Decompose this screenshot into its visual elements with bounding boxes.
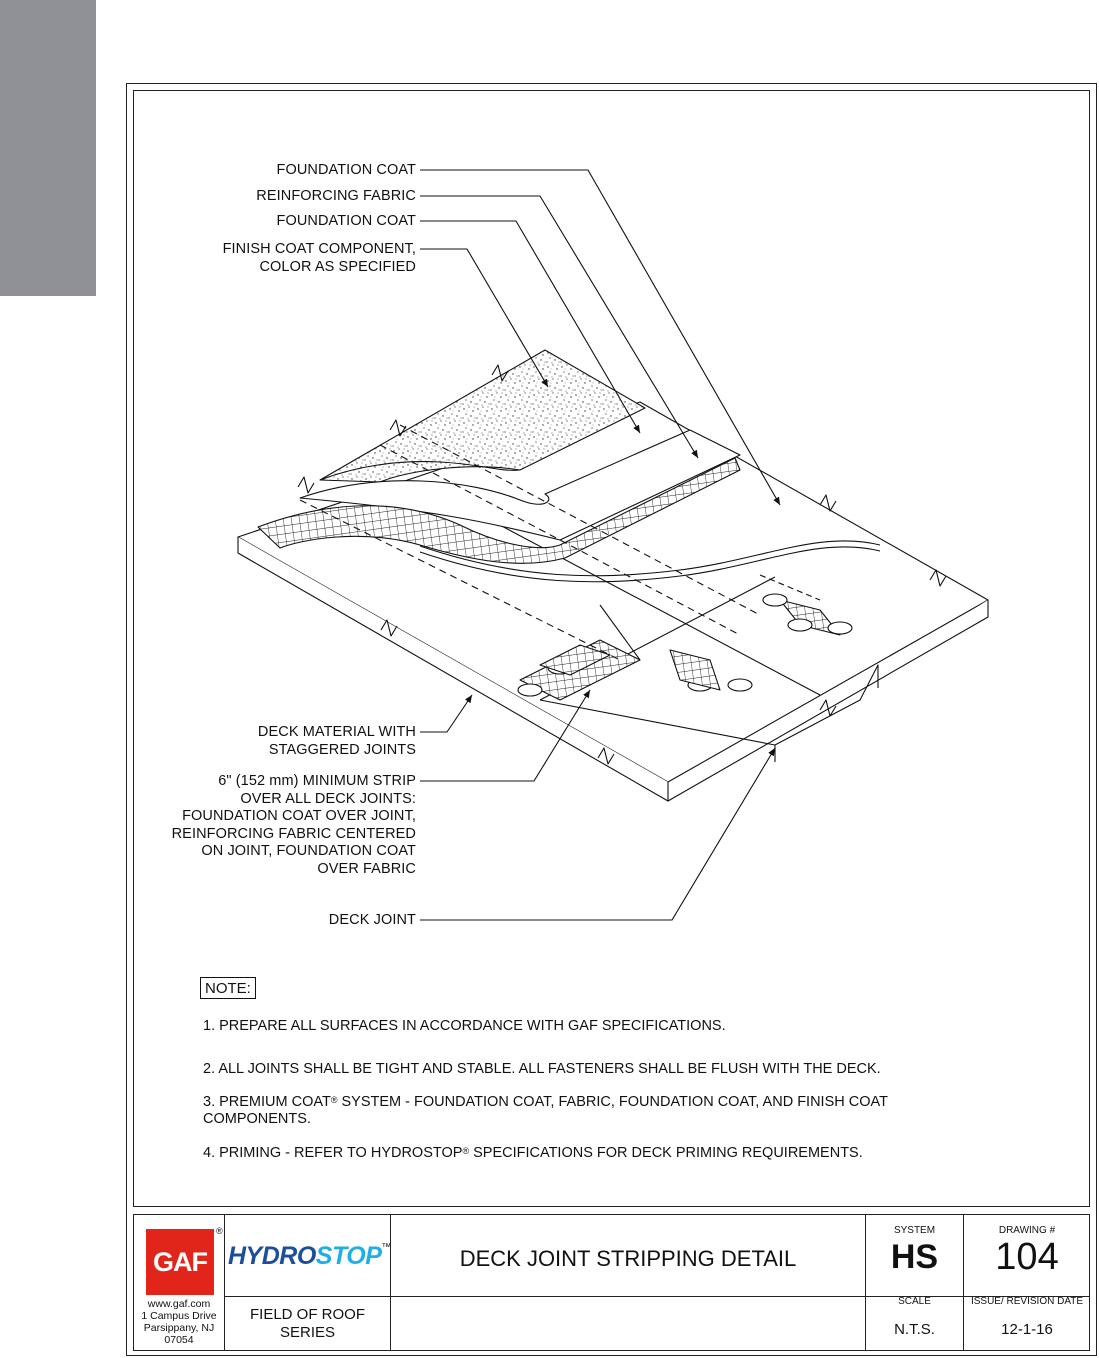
system-label: SYSTEM	[893, 1225, 936, 1236]
note-2: 2. ALL JOINTS SHALL BE TIGHT AND STABLE. ALL FASTENERS SHALL BE FLUSH WITH THE DECK.	[203, 1061, 881, 1077]
note-3: 3. PREMIUM COAT® SYSTEM - FOUNDATION COAT, FABRIC, FOUNDATION COAT, AND FINISH COAT COMPONENTS.	[203, 1094, 888, 1127]
scale-label: SCALE	[898, 1296, 931, 1307]
note-heading: NOTE:	[200, 977, 256, 999]
scale-value: N.T.S.	[894, 1321, 935, 1338]
callout-deck-material: DECK MATERIAL WITH STAGGERED JOINTS	[257, 724, 416, 758]
callout-foundation-coat-second: FOUNDATION COAT	[276, 213, 416, 229]
note-4: 4. PRIMING - REFER TO HYDROSTOP® SPECIFICATIONS FOR DECK PRIMING REQUIREMENTS.	[203, 1145, 863, 1161]
note-1: 1. PREPARE ALL SURFACES IN ACCORDANCE WITH GAF SPECIFICATIONS.	[203, 1018, 726, 1034]
system-value: HS	[890, 1238, 939, 1276]
drawing-title: DECK JOINT STRIPPING DETAIL	[459, 1246, 797, 1271]
gaf-logo: GAF	[146, 1229, 214, 1295]
hydrostop-logo: HYDROSTOP™	[228, 1242, 391, 1270]
callout-deck-joint: DECK JOINT	[328, 912, 416, 928]
gaf-address: www.gaf.com 1 Campus Drive Parsippany, NJ 07054	[141, 1298, 217, 1346]
gaf-registered-mark: ®	[216, 1226, 223, 1236]
revision-date-value: 12-1-16	[1001, 1321, 1053, 1338]
series-label: FIELD OF ROOF SERIES	[249, 1306, 365, 1341]
callout-foundation-coat-top: FOUNDATION COAT	[276, 162, 416, 178]
callout-finish-coat: FINISH COAT COMPONENT, COLOR AS SPECIFIED	[222, 241, 416, 275]
callout-minimum-strip: 6" (152 mm) MINIMUM STRIP OVER ALL DECK JOINTS: FOUNDATION COAT OVER JOINT, REINFORCING FABRIC CENTERED ON JOINT, FOUNDATION COAT OVER FABRIC	[171, 773, 416, 877]
callout-reinforcing-fabric: REINFORCING FABRIC	[256, 188, 416, 204]
drawing-number-value: 104	[995, 1236, 1059, 1278]
drawing-number-label: DRAWING #	[998, 1225, 1056, 1236]
revision-date-label: ISSUE/ REVISION DATE	[970, 1296, 1084, 1307]
